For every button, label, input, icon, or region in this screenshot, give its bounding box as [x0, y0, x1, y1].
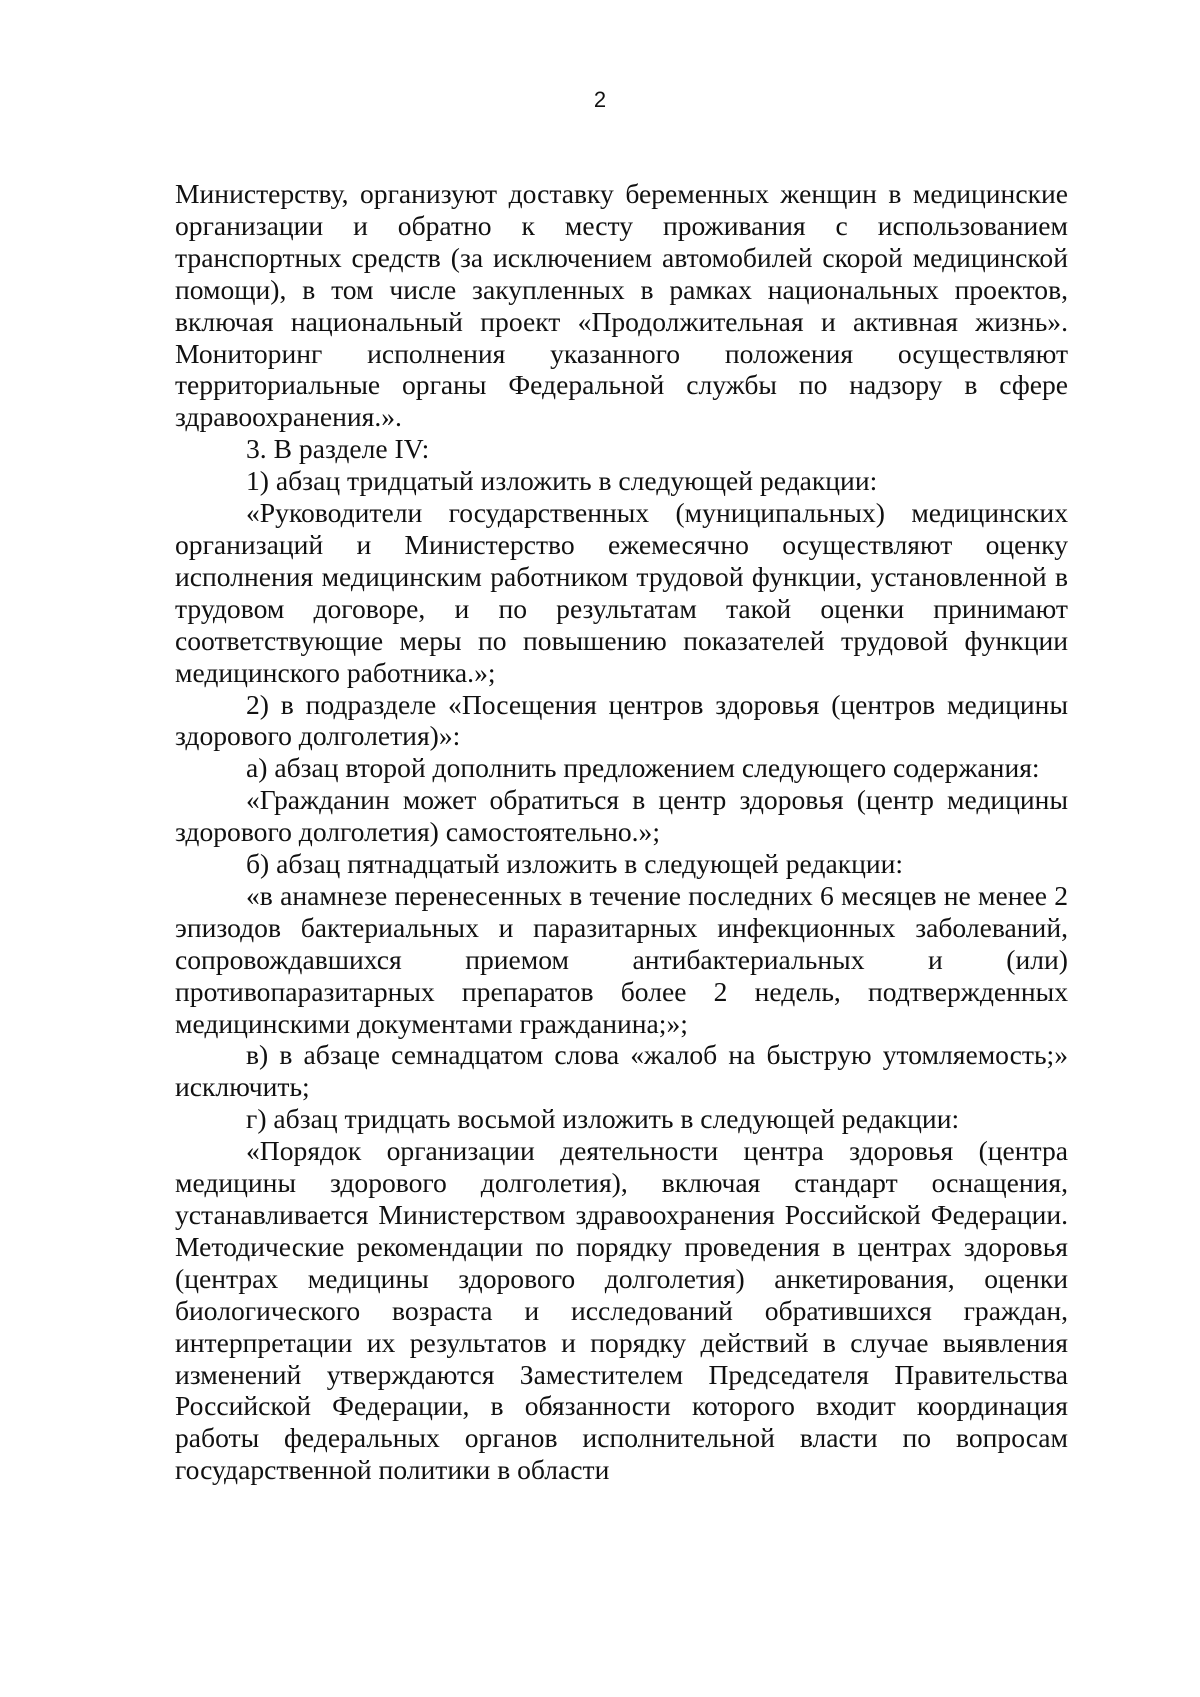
paragraph: «Порядок организации деятельности центра здоровья (центра медицины здорового долголетия), включая стандарт оснащения, устанавливается Министерством здравоохранения Российской Федерации. Методические рекомендации по порядку проведения в центрах здоровья (центрах медицины здорового долголетия) анкетирования, оценки биологического возраста и исследований обратившихся граждан, интерпретации их результатов и порядку действий в случае выявления изменений утверждаются Заместителем Председателя Правительства Российской Федерации, в обязанности которого входит координация работы федеральных органов исполнительной власти по вопросам государственной политики в области: [175, 1135, 1068, 1486]
paragraph: 1) абзац тридцатый изложить в следующей редакции:: [246, 465, 878, 497]
page-number: 2: [593, 87, 607, 112]
paragraph: «Гражданин может обратиться в центр здоровья (центр медицины здорового долголетия) самостоятельно.»;: [175, 784, 1068, 848]
paragraph: 3. В разделе IV:: [246, 433, 430, 465]
paragraph: б) абзац пятнадцатый изложить в следующей редакции:: [246, 848, 904, 880]
paragraph: 2) в подразделе «Посещения центров здоровья (центров медицины здорового долголетия)»:: [175, 688, 1068, 752]
scan-artifact: [20, 8, 80, 12]
paragraph: г) абзац тридцать восьмой изложить в следующей редакции:: [246, 1103, 960, 1135]
document-body: [175, 178, 1068, 1486]
paragraph: «в анамнезе перенесенных в течение последних 6 месяцев не менее 2 эпизодов бактериальных и паразитарных инфекционных заболеваний, сопровождавшихся приемом антибактериальных и (или) противопаразитарных препаратов более 2 недель, подтвержденных медицинскими документами гражданина;»;: [175, 879, 1068, 1039]
paragraph: «Руководители государственных (муниципальных) медицинских организаций и Министерство ежемесячно осуществляют оценку исполнения медицинским работником трудовой функции, установленной в трудовом договоре, и по результатам такой оценки принимают соответствующие меры по повышению показателей трудовой функции медицинского работника.»;: [175, 497, 1068, 688]
paragraph: в) в абзаце семнадцатом слова «жалоб на быструю утомляемость;» исключить;: [175, 1039, 1068, 1103]
paragraph: Министерству, организуют доставку беременных женщин в медицинские организации и обратно к месту проживания с использованием транспортных средств (за исключением автомобилей скорой медицинской помощи), в том числе закупленных в рамках национальных проектов, включая национальный проект «Продолжительная и активная жизнь». Мониторинг исполнения указанного положения осуществляют территориальные органы Федеральной службы по надзору в сфере здравоохранения.».: [175, 178, 1068, 433]
paragraph: а) абзац второй дополнить предложением следующего содержания:: [246, 752, 1040, 784]
